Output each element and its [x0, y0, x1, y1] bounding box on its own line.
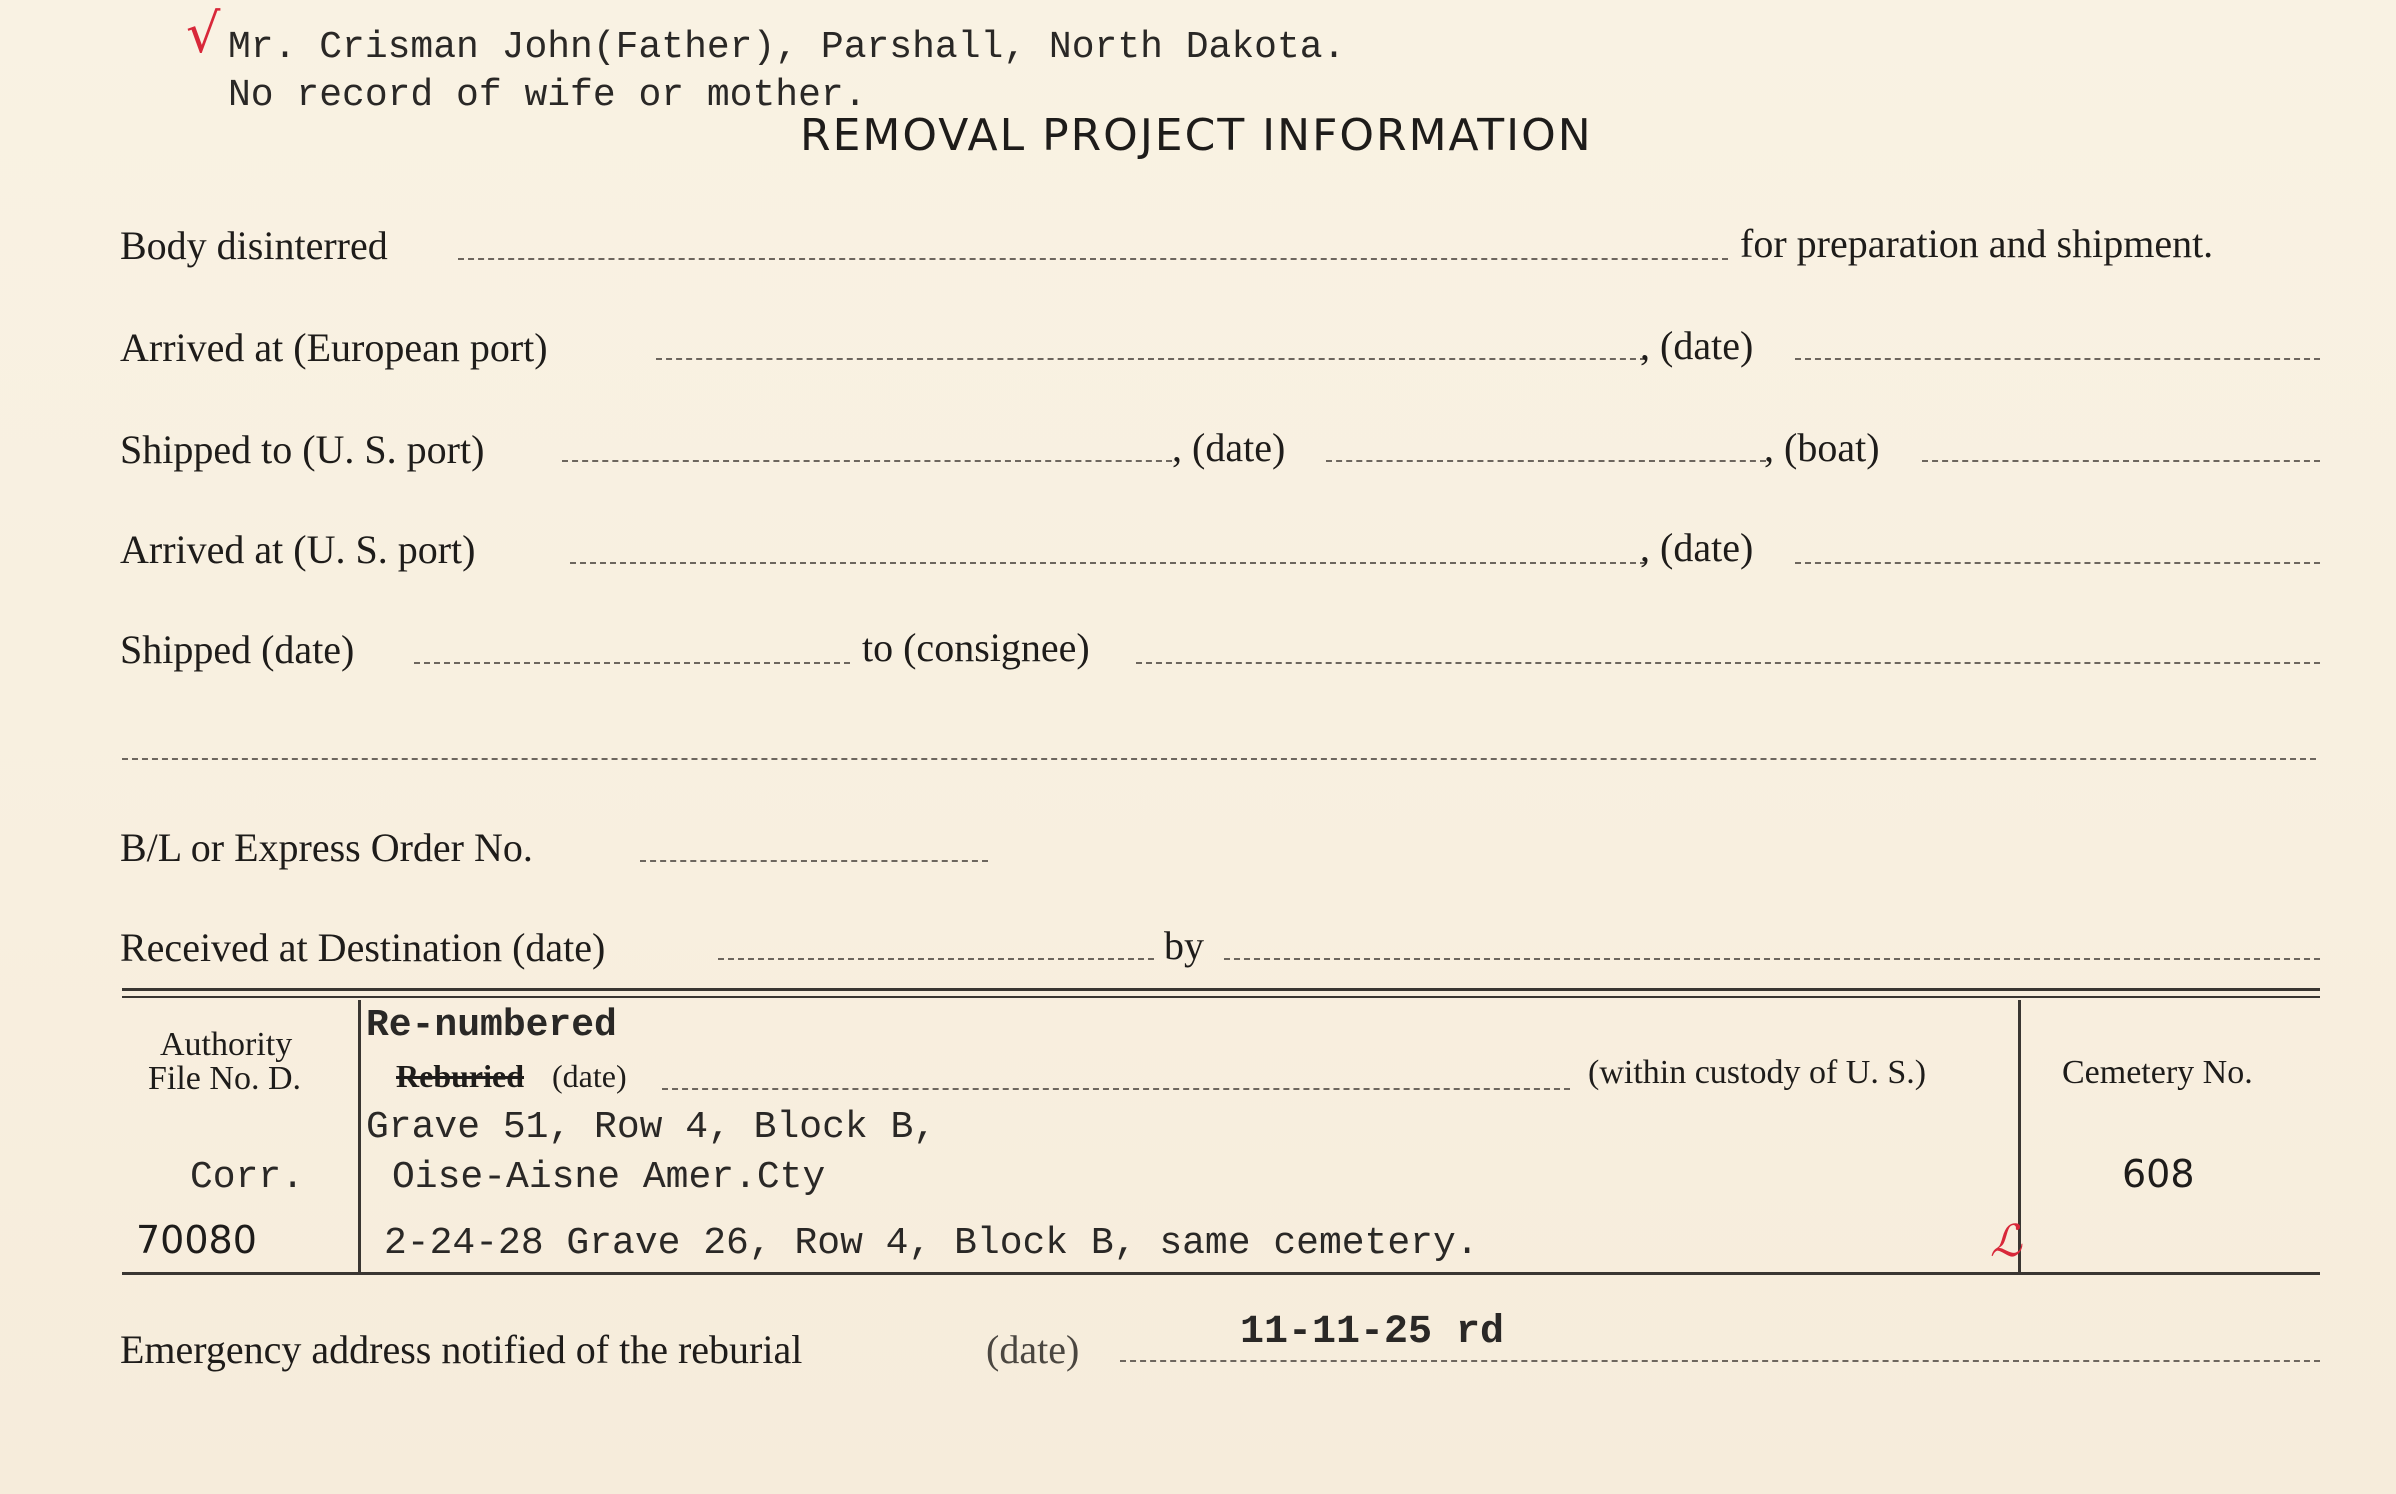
- consignee-line: [1136, 662, 2320, 664]
- by-label: by: [1164, 923, 1204, 968]
- shipped-date-label: Shipped (date): [120, 627, 355, 672]
- table-top-rule: [122, 988, 2320, 991]
- renumbered-text: Re-numbered: [366, 1004, 617, 1047]
- reburied-label: Reburied: [396, 1058, 524, 1094]
- body-disinterred-suffix: for preparation and shipment.: [1740, 221, 2214, 266]
- grave-line-3: 2-24-28 Grave 26, Row 4, Block B, same cemetery.: [384, 1222, 1479, 1265]
- arrived-european-date-label: , (date): [1640, 323, 1754, 368]
- grave-line-1: Grave 51, Row 4, Block B,: [366, 1106, 937, 1149]
- custody-label: (within custody of U. S.): [1588, 1054, 1927, 1091]
- shipped-us-date-label: , (date): [1172, 425, 1286, 470]
- arrived-us-date-label: , (date): [1640, 525, 1754, 570]
- arrived-european-date-line: [1795, 358, 2320, 360]
- boat-line: [1922, 460, 2320, 462]
- corr-text: Corr.: [190, 1156, 305, 1199]
- bl-label: B/L or Express Order No.: [120, 825, 533, 870]
- boat-label: , (boat): [1764, 425, 1880, 470]
- shipped-us-label: Shipped to (U. S. port): [120, 427, 485, 472]
- cemetery-label: Cemetery No.: [2062, 1054, 2253, 1091]
- by-line: [1224, 958, 2320, 960]
- emergency-date-value: 11-11-25 rd: [1240, 1310, 1505, 1355]
- table-top-rule-2: [122, 996, 2320, 998]
- reburied-date-label: (date): [552, 1058, 627, 1094]
- bl-line: [640, 860, 988, 862]
- grave-line-2: Oise-Aisne Amer.Cty: [392, 1156, 826, 1199]
- body-disinterred-line: [458, 258, 1728, 260]
- authority-label-1: Authority: [160, 1026, 293, 1063]
- cemetery-number: 608: [2122, 1152, 2195, 1196]
- authority-label-2: File No. D.: [148, 1060, 301, 1097]
- arrived-us-label: Arrived at (U. S. port): [120, 527, 476, 572]
- red-check-icon: √: [186, 2, 221, 65]
- emergency-label: Emergency address notified of the reburial: [120, 1327, 803, 1372]
- shipped-date-line: [414, 662, 850, 664]
- shipped-us-date-line: [1326, 460, 1766, 462]
- body-disinterred-label: Body disinterred: [120, 223, 388, 268]
- arrived-european-label: Arrived at (European port): [120, 325, 548, 370]
- received-label: Received at Destination (date): [120, 925, 606, 970]
- extra-consignee-line: [122, 758, 2316, 760]
- table-bottom-rule: [122, 1272, 2320, 1275]
- emergency-date-label: (date): [986, 1327, 1080, 1372]
- arrived-european-line: [656, 358, 1646, 360]
- typed-header-line1: Mr. Crisman John(Father), Parshall, North Dakota.: [228, 26, 1346, 69]
- arrived-us-line: [570, 562, 1646, 564]
- received-date-line: [718, 958, 1154, 960]
- consignee-label: to (consignee): [862, 625, 1090, 670]
- arrived-us-date-line: [1795, 562, 2320, 564]
- shipped-us-line: [562, 460, 1172, 462]
- red-initial-mark: ℒ: [1990, 1216, 2022, 1267]
- emergency-date-line: [1120, 1360, 2320, 1362]
- typed-header-line2: No record of wife or mother.: [228, 74, 867, 117]
- table-divider-left: [358, 1000, 361, 1272]
- reburied-date-line: [662, 1088, 1570, 1090]
- card-title: REMOVAL PROJECT INFORMATION: [800, 110, 1593, 161]
- file-number: 70080: [136, 1218, 257, 1262]
